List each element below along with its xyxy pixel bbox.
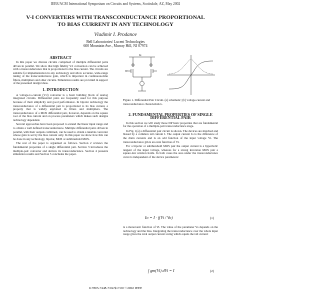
abstract-heading: ABSTRACT [49, 54, 72, 60]
input-voltage-label: Vi [125, 70, 128, 73]
section2-paragraph: In this section we will study those DP basic properties that are fundamental for the operation of a multiple-pair transconductance stage. [123, 120, 218, 129]
differential-pair-schematic [127, 57, 157, 91]
copyright-footer: 0-7803-7448-7/02/$17.00 ©2002 IEEE [88, 286, 143, 290]
equation-2-number: (2) [210, 269, 214, 273]
section2-paragraph: In Fig. 1(a) a differential pair circuit is shown. The devices are matched and biased by a common tail current I. The output current Io is the difference of the drain currents and is an odd function of the input voltage Vi. The transconductance gm is an even function of Vi. [123, 128, 218, 144]
abstract-text: In this paper we discuss circuits comprised of multiple differential pairs driven in parallel. We show that high fidelity V-I conversion can be achieved with a transconductance that is proportional to the bias current. The circuits are suitable for implementation in any technology and allow accurate, wide-range tuning of the transconductance gain, which is important in continuous-time filters, multipliers and other circuits. Simulation results are provided in support of the presented design ideas. [13, 60, 108, 86]
right-column-continued [123, 226, 218, 238]
figure-1 [123, 53, 218, 98]
affiliation-line: Bell Laboratories/ Lucent Technologies [86, 40, 145, 44]
section2-heading: 2. FUNDAMENTAL PROPERTIES OF SINGLE DIFFERENTIAL PAIR [128, 111, 213, 121]
equation-1-number: (1) [210, 216, 214, 220]
intro-paragraph: The rest of the paper is organized as follows. Section 2 reviews the fundamental properties of a single differential pair. Section 3 introduces the multiple-pair converter and derives its transconductance. Section 4 presents simulation results and Section 5 concludes the paper. [13, 141, 108, 157]
right-column [123, 110, 218, 161]
author-name: Vladimir I. Prodanov [94, 33, 137, 38]
affiliation [0, 40, 231, 49]
equation-1: Io = I · f(Vi / Vo) [145, 215, 173, 220]
figure-caption: Figure 1. Differential Pair Circuit. (a) schematic; (b) voltage-current and transconductance characteristics. [123, 98, 210, 106]
output-current-label: Io [139, 54, 142, 57]
transfer-characteristic-plot [167, 55, 215, 95]
paper-title: V-I CONVERTERS WITH TRANSCONDUCTANCE PROPORTIONAL TO BIAS CURRENT IN ANY TECHNOLOGY [26, 15, 205, 28]
intro-heading: 1. INTRODUCTION [42, 87, 79, 93]
section2-paragraph: For a bipolar or subthreshold MOS pair the output current is a hyperbolic tangent of the input voltage, whereas for a strong inversion MOS pair a square-law relation holds. In both cases the area under the transconductance curve is independent of the device parameters: [123, 144, 218, 159]
section2-paragraph-after: is a monotonic function of Vi. The value of the parameter Vo depends on the technology and the bias. Integrating the transconductance over the whole input range gives the total output current swing which equals the tail current: [123, 225, 218, 237]
intro-paragraph: A voltage-to-current (V-I) converter is a basic building block of analog integrated circuits. Differential pairs are frequently used for this purpose because of their simplicity and good performance. In bipolar technology the transconductance of a differential pair is proportional to its bias current, a property that is widely exploited in filters and multipliers. The transconductance of a MOS differential pair, however, depends on the square root of the bias current and on process parameters which makes such designs technology dependent. [13, 92, 108, 122]
left-column [13, 53, 108, 158]
conference-header: IEEE/ACM International Symposium on Circuits and Systems, Scottsdale, AZ, May 2002 [50, 2, 181, 6]
equation-2: ∫ gm(Vi) dVi = I [148, 268, 175, 273]
affiliation-line: 600 Mountain Ave., Murray Hill, NJ 07974 [83, 44, 148, 49]
intro-paragraph: Several approaches have been proposed to extend the linear input range and to obtain a well defined transconductance. Multiple differential pairs driven in parallel, with their outputs combined, can be used to obtain a tunable converter whose gain is set by the bias current only. In this paper we show how this can be done in any technology, bipolar, MOS or subthreshold MOS. [13, 122, 108, 141]
